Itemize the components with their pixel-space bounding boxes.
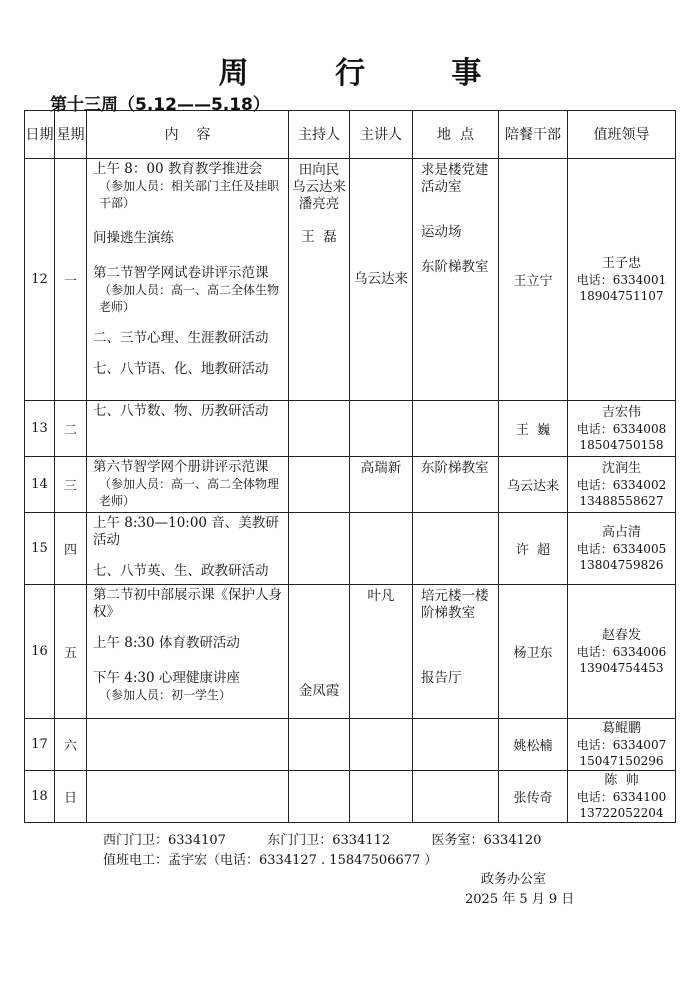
weekday-cell: 一	[55, 159, 87, 401]
place-name: 求是楼党建活动室	[421, 162, 489, 195]
table-row	[25, 771, 676, 823]
participants-note: （参加人员：相关部门主任及挂职干部）	[99, 179, 280, 210]
date-cell: 17	[25, 719, 55, 771]
leader-mobile: 18504750158	[579, 437, 664, 452]
leader-name: 陈 帅	[604, 772, 639, 788]
participants-note: （参加人员：初一学生）	[99, 688, 232, 702]
header-content: 内 容	[87, 111, 289, 159]
cadre-cell: 许 超	[499, 513, 568, 585]
date-cell: 18	[25, 771, 55, 823]
weekday-cell: 六	[55, 719, 87, 771]
place-cell: 东阶梯教室	[413, 457, 499, 513]
place-name: 报告厅	[421, 670, 462, 686]
place-cell	[413, 719, 499, 771]
participants-note: （参加人员：高一、高二全体生物老师）	[99, 283, 280, 314]
host-name: 王 磊	[301, 229, 337, 245]
place-cell	[413, 401, 499, 457]
leader-mobile: 13488558627	[579, 493, 664, 508]
host-name: 乌云达来	[292, 179, 346, 195]
header-leader: 值班领导	[568, 111, 676, 159]
event-item: 上午 8:30—10:00 音、美教研活动	[93, 515, 279, 548]
host-cell	[289, 585, 350, 719]
host-name: 金凤霞	[298, 683, 340, 699]
leader-mobile: 13804759826	[579, 557, 664, 572]
weekday-cell: 四	[55, 513, 87, 585]
header-place: 地 点	[413, 111, 499, 159]
place-cell	[413, 585, 499, 719]
speaker-cell: 乌云达来	[350, 159, 413, 401]
event-item: 间操逃生演练	[93, 230, 174, 246]
speaker-cell	[350, 401, 413, 457]
host-cell	[289, 457, 350, 513]
content-cell	[87, 771, 289, 823]
leader-phone: 电话：6334007	[576, 737, 667, 752]
event-item: 七、八节英、生、政教研活动	[93, 563, 269, 579]
host-cell	[289, 771, 350, 823]
table-row	[25, 719, 676, 771]
leader-phone: 电话：6334005	[576, 541, 667, 556]
content-cell	[87, 719, 289, 771]
event-item: 七、八节数、物、历教研活动	[93, 403, 269, 419]
leader-mobile: 15047150296	[579, 753, 664, 768]
weekday-cell: 日	[55, 771, 87, 823]
header-host: 主持人	[289, 111, 350, 159]
speaker-cell: 高瑞新	[350, 457, 413, 513]
host-name: 潘亮亮	[298, 196, 340, 212]
leader-cell	[568, 771, 676, 823]
date-cell: 12	[25, 159, 55, 401]
place-cell	[413, 771, 499, 823]
weekday-cell: 三	[55, 457, 87, 513]
header-speaker: 主讲人	[350, 111, 413, 159]
date-cell: 16	[25, 585, 55, 719]
leader-phone: 电话：6334002	[576, 477, 667, 492]
leader-cell	[568, 719, 676, 771]
header-date: 日期	[25, 111, 55, 159]
page-title: 周 行 事	[218, 56, 520, 91]
header-row	[25, 111, 676, 159]
host-cell	[289, 401, 350, 457]
leader-cell	[568, 585, 676, 719]
event-item: 上午 8:30 体育教研活动	[93, 635, 240, 651]
content-cell	[87, 513, 289, 585]
speaker-cell	[350, 771, 413, 823]
week-label: 第十三周（5.12——5.18）	[50, 95, 270, 115]
cadre-cell: 张传奇	[499, 771, 568, 823]
speaker-cell	[350, 513, 413, 585]
event-item: 第六节智学网个册讲评示范课	[93, 459, 269, 475]
cadre-cell: 杨卫东	[499, 585, 568, 719]
content-cell	[87, 457, 289, 513]
date-cell: 14	[25, 457, 55, 513]
cadre-cell: 王 巍	[499, 401, 568, 457]
event-item: 第二节智学网试卷讲评示范课	[93, 265, 269, 281]
header-weekday: 星期	[55, 111, 87, 159]
participants-note: （参加人员：高一、高二全体物理老师）	[99, 477, 280, 508]
issuing-office: 政务办公室	[481, 872, 547, 887]
place-cell	[413, 513, 499, 585]
cadre-cell: 姚松楠	[499, 719, 568, 771]
issue-date: 2025 年 5 月 9 日	[465, 892, 575, 907]
leader-name: 沈润生	[601, 460, 641, 476]
event-item: 二、三节心理、生涯教研活动	[93, 330, 269, 346]
table-row	[25, 513, 676, 585]
leader-phone: 电话：6334001	[576, 272, 667, 287]
cadre-cell: 乌云达来	[499, 457, 568, 513]
host-cell	[289, 159, 350, 401]
gate-phone-line	[103, 829, 541, 848]
leader-mobile: 18904751107	[579, 288, 664, 303]
host-name: 田向民	[298, 162, 340, 178]
leader-cell	[568, 159, 676, 401]
leader-cell	[568, 457, 676, 513]
leader-phone: 电话：6334008	[576, 421, 667, 436]
date-cell: 15	[25, 513, 55, 585]
schedule-table	[24, 110, 676, 823]
event-item: 第二节初中部展示课《保护人身权》	[93, 587, 282, 620]
leader-cell	[568, 513, 676, 585]
weekday-cell: 二	[55, 401, 87, 457]
place-name: 运动场	[421, 224, 462, 240]
leader-phone: 电话：6334100	[576, 789, 667, 804]
content-cell	[87, 401, 289, 457]
place-name: 培元楼一楼阶梯教室	[421, 588, 489, 621]
event-item: 下午 4:30 心理健康讲座	[93, 670, 240, 686]
cadre-cell: 王立宁	[499, 159, 568, 401]
leader-name: 高占清	[601, 524, 641, 540]
leader-mobile: 13904754453	[579, 660, 664, 675]
leader-name: 王子忠	[601, 255, 641, 271]
host-cell	[289, 513, 350, 585]
speaker-cell	[350, 719, 413, 771]
host-cell	[289, 719, 350, 771]
table-row	[25, 159, 676, 401]
leader-name: 赵春发	[601, 627, 641, 643]
leader-name: 葛鲲鹏	[601, 720, 641, 736]
place-cell	[413, 159, 499, 401]
east-gate-phone: 东门门卫：6334112	[267, 833, 391, 848]
date-cell: 13	[25, 401, 55, 457]
electrician-line	[103, 849, 437, 868]
leader-cell	[568, 401, 676, 457]
header-cadre: 陪餐干部	[499, 111, 568, 159]
leader-mobile: 13722052204	[579, 805, 664, 820]
place-name: 东阶梯教室	[421, 259, 489, 275]
content-cell	[87, 159, 289, 401]
event-item: 上午 8：00 教育教学推进会	[93, 161, 263, 177]
table-row	[25, 457, 676, 513]
weekday-cell: 五	[55, 585, 87, 719]
electrician-phone: 值班电工：孟宇宏（电话：6334127 . 15847506677 ）	[103, 853, 438, 868]
leader-phone: 电话：6334006	[576, 644, 667, 659]
event-item: 七、八节语、化、地教研活动	[93, 361, 269, 377]
clinic-phone: 医务室：6334120	[431, 833, 542, 848]
speaker-cell: 叶凡	[350, 585, 413, 719]
west-gate-phone: 西门门卫：6334107	[103, 833, 226, 848]
leader-name: 吉宏伟	[601, 404, 641, 420]
content-cell	[87, 585, 289, 719]
table-row	[25, 401, 676, 457]
table-row	[25, 585, 676, 719]
